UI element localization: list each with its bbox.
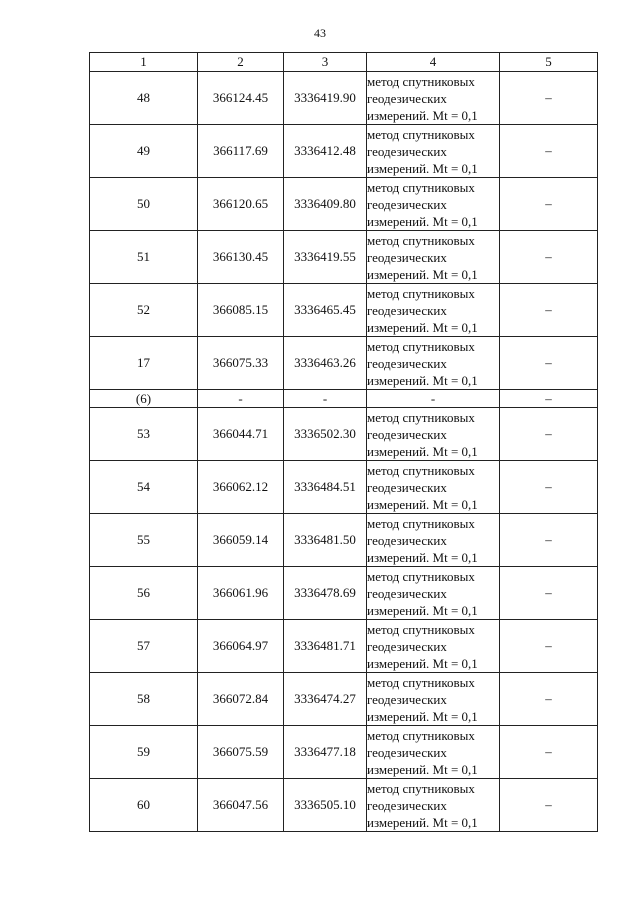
method-line: геодезических [367,302,447,318]
table-row [90,408,598,461]
table-row [90,514,598,567]
coordinate-x: 366075.33 [198,337,284,390]
method-line: измерений. Mt = 0,1 [367,266,478,282]
coordinate-x: 366075.59 [198,726,284,779]
method-line: геодезических [367,249,447,265]
method-description [367,779,500,832]
header-col-4: 4 [367,53,500,72]
method-description [367,514,500,567]
note-dash: – [500,726,598,779]
method-description [367,72,500,125]
coordinate-x: 366047.56 [198,779,284,832]
coordinate-x: 366059.14 [198,514,284,567]
method-line: измерений. Mt = 0,1 [367,602,478,618]
method-line: метод спутниковых [367,126,475,142]
point-number: 49 [90,125,198,178]
separator-row [90,390,598,408]
coordinate-y: 3336477.18 [284,726,367,779]
coordinate-y: 3336412.48 [284,125,367,178]
method-line: геодезических [367,744,447,760]
method-line: метод спутниковых [367,515,475,531]
point-number: 59 [90,726,198,779]
method-line: измерений. Mt = 0,1 [367,107,478,123]
header-row [90,53,598,72]
method-line: геодезических [367,196,447,212]
coordinate-x: 366117.69 [198,125,284,178]
coordinates-table [89,52,598,832]
table-row [90,178,598,231]
point-number: 50 [90,178,198,231]
point-number: 51 [90,231,198,284]
method-description [367,390,500,408]
table-row [90,620,598,673]
coordinate-y: 3336463.26 [284,337,367,390]
method-line: измерений. Mt = 0,1 [367,549,478,565]
note-dash: – [500,231,598,284]
method-line: измерений. Mt = 0,1 [367,655,478,671]
coordinate-y: - [284,390,367,408]
point-number: 53 [90,408,198,461]
table-body [90,72,598,832]
method-line: метод спутниковых [367,409,475,425]
note-dash: – [500,779,598,832]
method-line: метод спутниковых [367,780,475,796]
method-line: метод спутниковых [367,674,475,690]
note-dash: – [500,390,598,408]
point-number: 57 [90,620,198,673]
method-line: геодезических [367,638,447,654]
point-number: 55 [90,514,198,567]
table-row [90,779,598,832]
method-line: геодезических [367,90,447,106]
table-row [90,337,598,390]
coordinate-x: 366061.96 [198,567,284,620]
method-description [367,461,500,514]
point-number: (6) [90,390,198,408]
coordinate-x: 366124.45 [198,72,284,125]
method-line: метод спутниковых [367,73,475,89]
table-row [90,72,598,125]
method-line: измерений. Mt = 0,1 [367,443,478,459]
method-line: геодезических [367,691,447,707]
method-description [367,408,500,461]
point-number: 48 [90,72,198,125]
coordinate-y: 3336465.45 [284,284,367,337]
method-line: метод спутниковых [367,285,475,301]
coordinate-x: 366120.65 [198,178,284,231]
coordinate-y: 3336505.10 [284,779,367,832]
header-col-1: 1 [90,53,198,72]
method-line: метод спутниковых [367,727,475,743]
point-number: 54 [90,461,198,514]
note-dash: – [500,337,598,390]
method-description [367,284,500,337]
header-col-3: 3 [284,53,367,72]
method-line: геодезических [367,585,447,601]
point-number: 52 [90,284,198,337]
method-description [367,726,500,779]
method-line: геодезических [367,797,447,813]
note-dash: – [500,673,598,726]
note-dash: – [500,178,598,231]
point-number: 58 [90,673,198,726]
method-line: метод спутниковых [367,232,475,248]
coordinate-y: 3336481.71 [284,620,367,673]
method-line: метод спутниковых [367,338,475,354]
coordinate-x: 366064.97 [198,620,284,673]
method-line: измерений. Mt = 0,1 [367,160,478,176]
note-dash: – [500,567,598,620]
table-row [90,125,598,178]
coordinate-x: 366085.15 [198,284,284,337]
method-line: геодезических [367,532,447,548]
method-line: измерений. Mt = 0,1 [367,372,478,388]
method-description [367,231,500,284]
note-dash: – [500,461,598,514]
coordinate-x: 366044.71 [198,408,284,461]
method-line: измерений. Mt = 0,1 [367,708,478,724]
point-number: 17 [90,337,198,390]
table-row [90,284,598,337]
method-line: метод спутниковых [367,462,475,478]
header-col-5: 5 [500,53,598,72]
note-dash: – [500,72,598,125]
coordinate-y: 3336409.80 [284,178,367,231]
coordinate-y: 3336419.55 [284,231,367,284]
method-line: измерений. Mt = 0,1 [367,761,478,777]
method-line: - [430,390,436,406]
method-line: метод спутниковых [367,568,475,584]
method-line: измерений. Mt = 0,1 [367,213,478,229]
note-dash: – [500,125,598,178]
method-line: геодезических [367,143,447,159]
table-row [90,231,598,284]
method-description [367,125,500,178]
method-description [367,673,500,726]
coordinate-y: 3336481.50 [284,514,367,567]
table-row [90,726,598,779]
page-number: 43 [314,26,326,40]
point-number: 60 [90,779,198,832]
coordinate-y: 3336419.90 [284,72,367,125]
method-line: измерений. Mt = 0,1 [367,814,478,830]
coordinate-x: - [198,390,284,408]
point-number: 56 [90,567,198,620]
table-row [90,461,598,514]
coordinate-x: 366062.12 [198,461,284,514]
method-description [367,620,500,673]
coordinate-y: 3336478.69 [284,567,367,620]
note-dash: – [500,620,598,673]
note-dash: – [500,514,598,567]
method-description [367,337,500,390]
method-description [367,178,500,231]
coordinate-y: 3336502.30 [284,408,367,461]
method-line: геодезических [367,479,447,495]
table-row [90,567,598,620]
note-dash: – [500,284,598,337]
header-col-2: 2 [198,53,284,72]
note-dash: – [500,408,598,461]
method-line: измерений. Mt = 0,1 [367,319,478,335]
method-line: геодезических [367,355,447,371]
method-line: измерений. Mt = 0,1 [367,496,478,512]
coordinate-y: 3336484.51 [284,461,367,514]
coordinate-y: 3336474.27 [284,673,367,726]
coordinate-x: 366130.45 [198,231,284,284]
method-line: метод спутниковых [367,179,475,195]
method-line: геодезических [367,426,447,442]
method-line: метод спутниковых [367,621,475,637]
method-description [367,567,500,620]
coordinate-x: 366072.84 [198,673,284,726]
table-row [90,673,598,726]
